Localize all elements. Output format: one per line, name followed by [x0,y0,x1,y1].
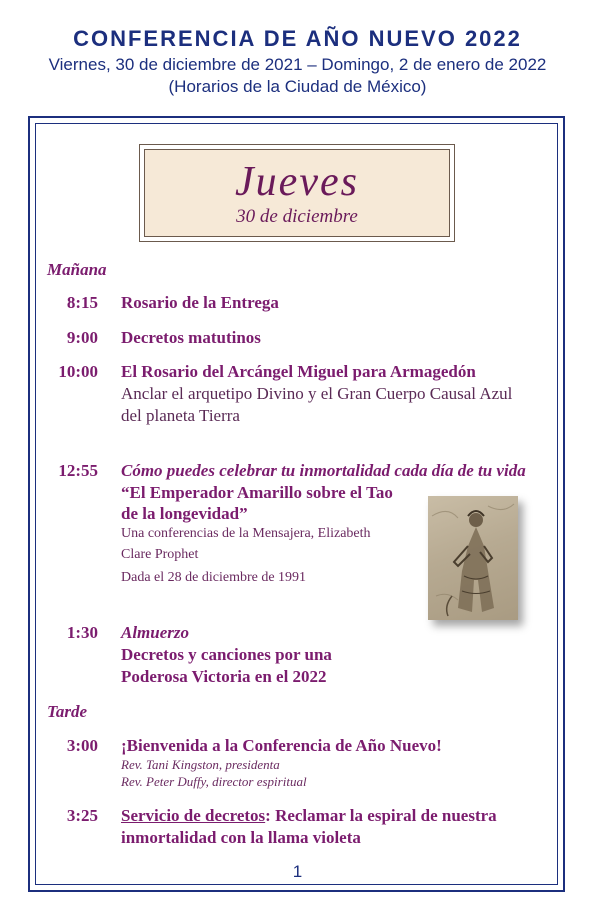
item-title: Almuerzo [121,623,190,642]
lecture-speaker: Clare Prophet [121,547,199,562]
item-description: Anclar el arquetipo Divino y el Gran Cuerpo Causal Azul [121,384,513,403]
section-morning: Mañana [47,260,107,279]
lecture-speaker: Una conferencias de la Mensajera, Elizabeth [121,526,371,541]
lecture-title: de la longevidad” [121,504,248,523]
item-title: El Rosario del Arcángel Miguel para Armagedón [121,362,476,381]
item-title: Rosario de la Entrega [121,293,279,312]
item-time: 3:00 [66,736,98,755]
item-time: 3:25 [66,806,98,825]
item-time: 9:00 [66,328,98,347]
item-description: Decretos y canciones por una [121,645,332,664]
item-time: 12:55 [58,461,98,480]
item-time: 8:15 [66,293,98,312]
item-title [121,806,497,826]
day-title-panel [144,149,450,237]
item-title: Cómo puedes celebrar tu inmortalidad cada día de tu vida [121,461,526,480]
page-number: 1 [292,862,303,881]
day-name: Jueves [235,159,359,205]
lecture-date: Dada el 28 de diciembre de 1991 [121,570,307,585]
item-description: Poderosa Victoria en el 2022 [121,667,327,686]
item-title-underlined: Servicio de decretos [121,806,266,825]
speaker-line: Rev. Tani Kingston, presidenta [121,757,280,772]
day-title-box [139,144,455,242]
speaker-line: Rev. Peter Duffy, director espiritual [121,774,307,789]
item-title-rest: : Reclamar la espiral de nuestra [265,806,497,825]
timezone-note: (Horarios de la Ciudad de México) [168,77,427,96]
item-description: del planeta Tierra [121,406,240,425]
item-time: 10:00 [58,362,98,381]
portrait-figure-drawing [428,496,518,620]
item-time: 1:30 [66,623,98,642]
section-afternoon: Tarde [47,702,87,721]
day-date: 30 de diciembre [236,206,358,227]
item-title: Decretos matutinos [121,328,261,347]
portrait-image [428,496,518,620]
item-title: ¡Bienvenida a la Conferencia de Año Nuevo! [121,736,442,755]
item-description: inmortalidad con la llama violeta [121,828,361,847]
conference-title: CONFERENCIA DE AÑO NUEVO 2022 [73,26,522,51]
lecture-title: “El Emperador Amarillo sobre el Tao [121,483,393,502]
conference-dates: Viernes, 30 de diciembre de 2021 – Domingo, 2 de enero de 2022 [48,55,547,74]
